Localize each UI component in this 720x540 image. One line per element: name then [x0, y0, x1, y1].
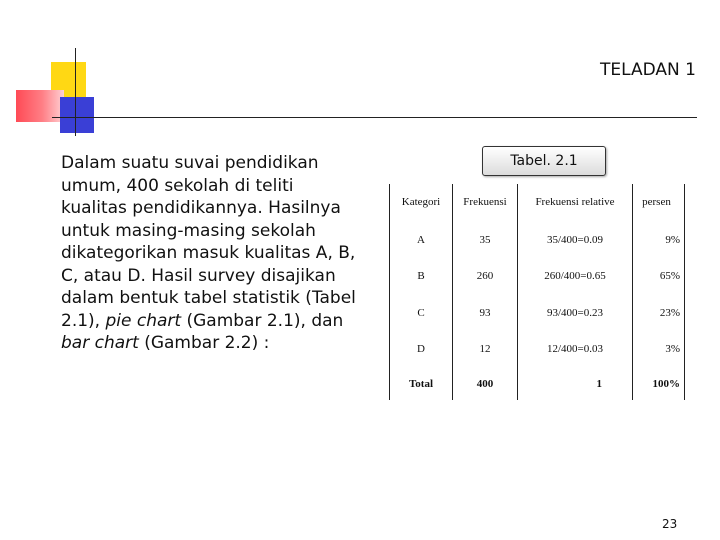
cell-total-frekuensi: 400: [453, 367, 518, 400]
slide-title: TELADAN 1: [600, 60, 696, 80]
body-text-part2: (Gambar 2.1), dan: [181, 310, 344, 331]
cell-frekuensi: 35: [453, 221, 518, 258]
frequency-table: [389, 184, 685, 400]
cell-frekuensi-relative: 12/400=0.03: [518, 330, 633, 367]
cell-kategori: D: [390, 330, 453, 367]
cell-persen: 9%: [633, 221, 685, 258]
cell-kategori: A: [390, 221, 453, 258]
decorative-vertical-line: [75, 48, 76, 136]
cell-persen: 65%: [633, 257, 685, 294]
table-row: [390, 221, 685, 258]
cell-frekuensi-relative: 260/400=0.65: [518, 257, 633, 294]
table-row: [390, 257, 685, 294]
body-text-bar-chart: bar chart: [61, 333, 139, 353]
header-frekuensi-relative: Frekuensi relative: [518, 184, 633, 221]
table-caption: Tabel. 2.1: [482, 146, 606, 176]
cell-frekuensi-relative: 35/400=0.09: [518, 221, 633, 258]
cell-total-persen: 100%: [633, 367, 685, 400]
page-number: 23: [662, 517, 678, 531]
body-text-part1: Dalam suatu suvai pendidikan umum, 400 sekolah di teliti kualitas pendidikannya. Hasilnya untuk masing-masing sekolah dikategorikan masuk kualitas A, B, C, atau D. Hasil survey disajikan dalam bentuk tabel statistik (Tabel 2.1),: [61, 153, 356, 331]
body-text-part3: (Gambar 2.2) :: [138, 333, 270, 353]
table-row: [390, 330, 685, 367]
decorative-blue-square: [60, 97, 94, 133]
cell-persen: 3%: [633, 330, 685, 367]
cell-frekuensi-relative: 93/400=0.23: [518, 294, 633, 331]
table-header-row: [390, 184, 685, 221]
cell-frekuensi: 93: [453, 294, 518, 331]
title-divider-line: [52, 117, 697, 118]
table-row: [390, 294, 685, 331]
cell-total-label: Total: [390, 367, 453, 400]
cell-kategori: B: [390, 257, 453, 294]
cell-persen: 23%: [633, 294, 685, 331]
header-kategori: Kategori: [390, 184, 453, 221]
header-persen: persen: [633, 184, 685, 221]
body-text-pie-chart: pie chart: [105, 310, 182, 331]
header-frekuensi: Frekuensi: [453, 184, 518, 221]
cell-frekuensi: 260: [453, 257, 518, 294]
cell-kategori: C: [390, 294, 453, 331]
cell-frekuensi: 12: [453, 330, 518, 367]
body-paragraph: [61, 152, 361, 355]
cell-total-frekuensi-relative: 1: [518, 367, 633, 400]
table-total-row: [390, 367, 685, 400]
